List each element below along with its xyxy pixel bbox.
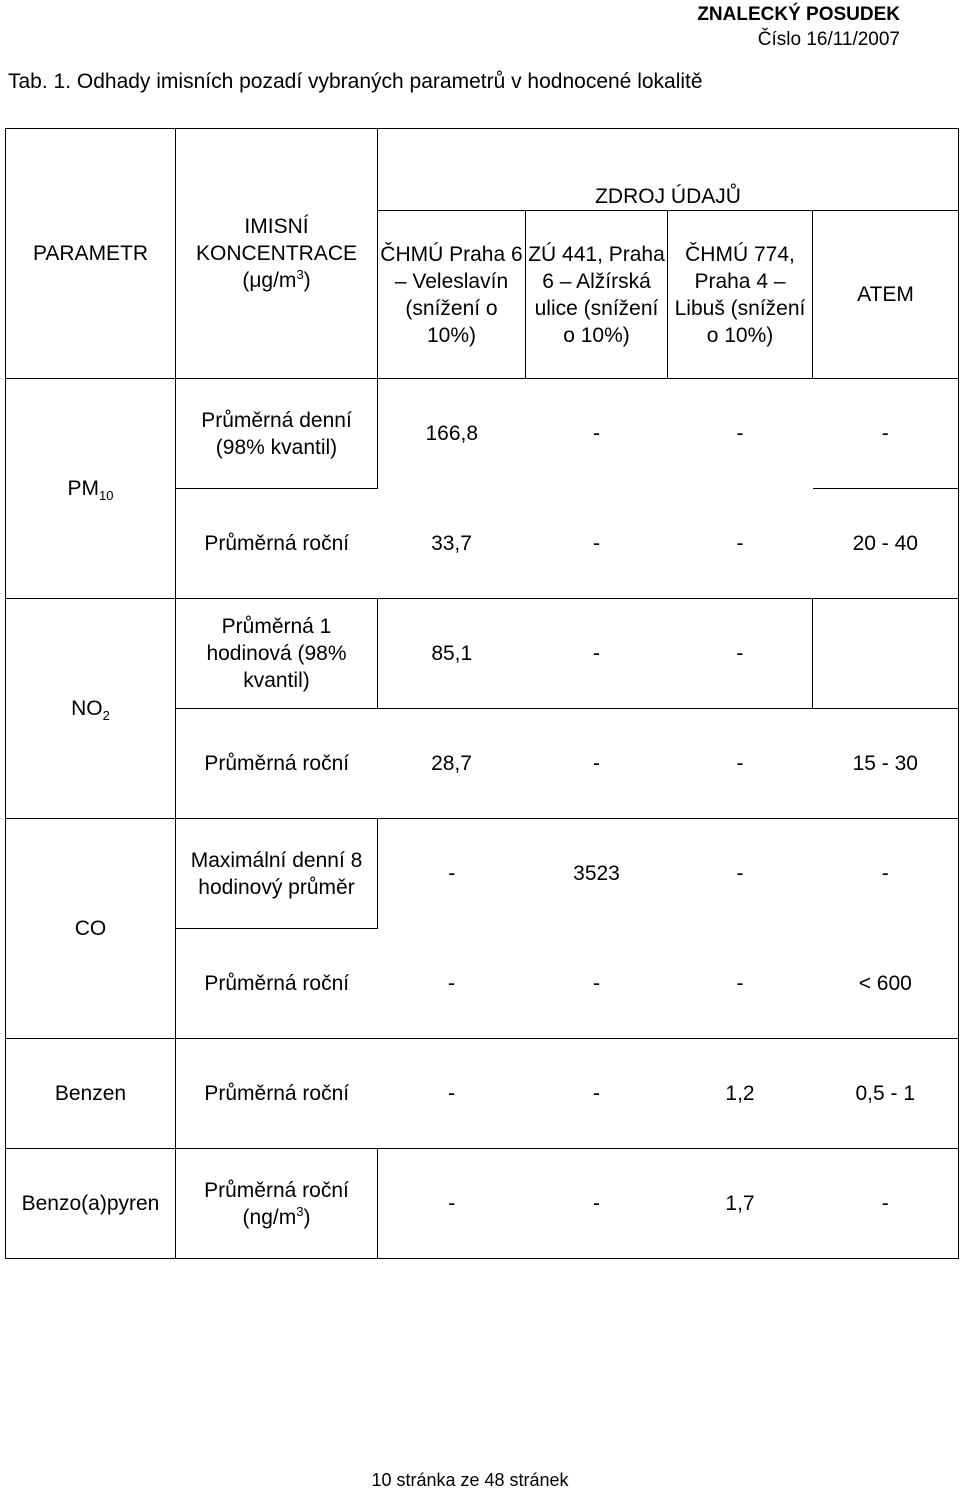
col-header-imisni-unit-end: ): [303, 269, 311, 292]
value-cell: -: [526, 1149, 668, 1259]
param-benzoapyren: Benzo(a)pyren: [6, 1149, 176, 1259]
value-cell: -: [378, 1149, 526, 1259]
value-cell: -: [526, 1039, 668, 1149]
co-annual-label: Průměrná roční: [176, 929, 378, 1039]
table-row: [6, 819, 959, 929]
document-header: [697, 2, 900, 52]
unit-superscript: 3: [296, 267, 304, 282]
source-zu-alzirska: ZÚ 441, Praha 6 – Alžírská ulice (snížení o 10%): [526, 211, 668, 379]
value-cell: -: [378, 1039, 526, 1149]
value-cell: 15 - 30: [813, 709, 959, 819]
col-header-zdroj: ZDROJ ÚDAJŮ: [378, 129, 959, 211]
value-cell: -: [668, 599, 813, 709]
value-cell: [813, 599, 959, 709]
value-cell: -: [813, 379, 959, 489]
value-cell: 1,2: [668, 1039, 813, 1149]
benzen-annual-label: Průměrná roční: [176, 1039, 378, 1149]
table-row: [6, 599, 959, 709]
source-atem: ATEM: [813, 211, 959, 379]
co-8h-label: Maximální denní 8 hodinový průměr: [176, 819, 378, 929]
document-type: ZNALECKÝ POSUDEK: [697, 4, 900, 25]
emission-table: [5, 128, 959, 1259]
param-benzen: Benzen: [6, 1039, 176, 1149]
value-cell: 0,5 - 1: [813, 1039, 959, 1149]
value-cell: -: [378, 819, 526, 929]
table-caption: Tab. 1. Odhady imisních pozadí vybraných parametrů v hodnocené lokalitě: [8, 70, 703, 93]
value-cell: -: [526, 489, 668, 599]
value-cell: -: [526, 929, 668, 1039]
pm10-annual-label: Průměrná roční: [176, 489, 378, 599]
source-chmu-veleslavin: ČHMÚ Praha 6 – Veleslavín (snížení o 10%): [378, 211, 526, 379]
value-cell: 33,7: [378, 489, 526, 599]
param-no2: $NO_2$: [6, 599, 176, 819]
no2-annual-label: Průměrná roční: [176, 709, 378, 819]
value-cell: < 600: [813, 929, 959, 1039]
col-header-parametr: PARAMETR: [6, 129, 176, 379]
value-cell: 1,7: [668, 1149, 813, 1259]
value-cell: -: [813, 819, 959, 929]
value-cell: -: [593, 422, 600, 446]
param-co: CO: [6, 819, 176, 1039]
table-header-row: [6, 129, 959, 211]
page-footer: 10 stránka ze 48 stránek: [371, 1470, 569, 1490]
table-row: [6, 379, 959, 489]
table-row: [6, 1149, 959, 1259]
value-cell: -: [736, 422, 744, 446]
value-cell: -: [668, 709, 813, 819]
col-header-imisni-unit: (μg/m: [242, 269, 297, 292]
col-header-imisni-label: IMISNÍ KONCENTRACE: [195, 215, 358, 265]
no2-hourly-label: Průměrná 1 hodinová (98% kvantil): [176, 599, 378, 709]
document-number: Číslo 16/11/2007: [757, 29, 900, 50]
value-cell: -: [668, 489, 813, 599]
value-cell: 28,7: [378, 709, 526, 819]
value-cell: -: [813, 1149, 959, 1259]
source-chmu-libus: ČHMÚ 774, Praha 4 – Libuš (snížení o 10%): [668, 211, 813, 379]
value-cell: 85,1: [378, 599, 526, 709]
value-cell: -: [668, 929, 813, 1039]
value-cell: -: [526, 709, 668, 819]
col-header-imisni: [176, 129, 378, 379]
value-cell: 3523: [573, 862, 620, 886]
value-cell: 20 - 40: [813, 489, 959, 599]
value-cell: -: [593, 642, 600, 665]
param-pm10: $PM_{10}$: [6, 379, 176, 599]
value-cell: -: [736, 862, 744, 886]
bap-annual-label: Průměrná roční $(ng/m^3)$: [176, 1149, 378, 1259]
table-row: [6, 1039, 959, 1149]
value-cell: -: [378, 929, 526, 1039]
pm10-daily-label: Průměrná denní (98% kvantil): [176, 379, 378, 489]
value-cell: 166,8: [378, 379, 526, 489]
